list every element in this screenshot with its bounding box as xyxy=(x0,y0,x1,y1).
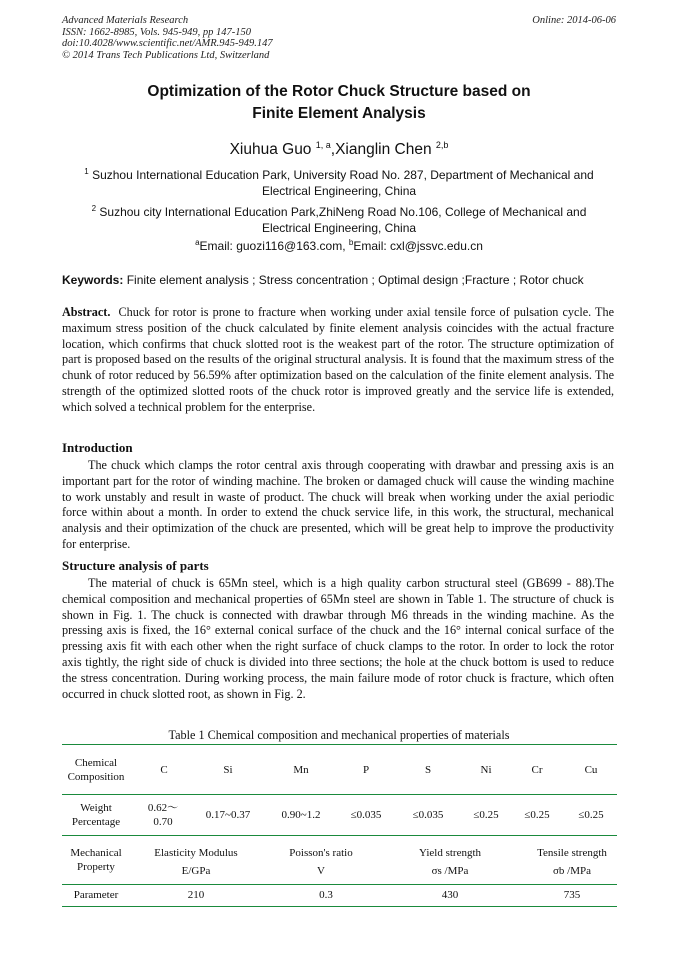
table-cell-prop-yield: Yield strength σs /MPa xyxy=(418,847,482,877)
author-1: Xiuhua Guo xyxy=(229,141,312,159)
table-cell-element-ni: Ni xyxy=(480,764,492,776)
table-cell-weight-si: 0.17~0.37 xyxy=(205,809,251,821)
affiliation-2-line-2: Electrical Engineering, China xyxy=(261,221,417,235)
journal-doi[interactable]: doi:10.4028/www.scientific.net/AMR.945-949.147 xyxy=(62,38,273,49)
table-cell-weight-cr: ≤0.25 xyxy=(524,809,550,821)
table-cell-parameter-label: Parameter xyxy=(73,889,119,901)
author-2: Xianglin Chen xyxy=(335,141,432,159)
materials-table xyxy=(62,0,617,959)
affiliation-1-marker: 1 xyxy=(84,167,89,176)
abstract-text: Chuck for rotor is prone to fracture when working under axial tensile force of pulsation cycle. The maximum stress position of the chuck calculated by finite element analysis coincides with the actual fracture location, which confirms that chuck slotted root is the weakest part of the rotor. The structure optimization of part is proposed based on the results of the original structural analysis. It is found that the maximum stress of the chunk of rotor reduced by 56.59% after optimization based on the calculation of the finite element analysis. The strength of the optimized slotted roots of the chuck rotor is improved greatly and the service life is extended, which solved a technical problem for the enterprise. xyxy=(62,305,614,414)
table-cell-composition-label: Chemical Composition xyxy=(67,757,125,783)
table-cell-element-p: P xyxy=(362,764,370,776)
online-date: Online: 2014-06-06 xyxy=(532,15,616,26)
table-cell-param-elasticity: 210 xyxy=(187,889,205,901)
author-2-affil: 2,b xyxy=(435,140,449,150)
affiliation-2-line-1: Suzhou city International Education Park,ZhiNeng Road No.106, College of Mechanical and xyxy=(99,205,587,219)
structure-heading: Structure analysis of parts xyxy=(62,558,209,573)
journal-name: Advanced Materials Research xyxy=(62,15,189,26)
copyright-line: © 2014 Trans Tech Publications Ltd, Switzerland xyxy=(62,49,270,61)
keywords-label: Keywords: xyxy=(62,273,124,287)
table-cell-element-si: Si xyxy=(223,764,233,776)
table-cell-weight-mn: 0.90~1.2 xyxy=(281,809,321,821)
table-cell-weight-cu: ≤0.25 xyxy=(578,809,604,821)
table-cell-weight-label: Weight Percentage xyxy=(71,802,121,828)
author-separator: , xyxy=(330,141,336,159)
affiliation-1-line-2: Electrical Engineering, China xyxy=(261,184,417,198)
table-cell-mechanical-label: Mechanical Property xyxy=(70,847,122,873)
table-cell-element-c: C xyxy=(160,764,168,776)
table-cell-weight-ni: ≤0.25 xyxy=(473,809,499,821)
abstract-label: Abstract. xyxy=(62,305,111,319)
table-cell-param-yield: 430 xyxy=(441,889,459,901)
table-cell-weight-s: ≤0.035 xyxy=(412,809,444,821)
table-cell-element-mn: Mn xyxy=(293,764,309,776)
table-cell-param-tensile: 735 xyxy=(563,889,581,901)
affiliation-2-marker: 2 xyxy=(91,204,97,213)
table-cell-element-cr: Cr xyxy=(531,764,543,776)
email-b-marker: b xyxy=(348,238,354,247)
table-cell-param-poisson: 0.3 xyxy=(319,889,333,901)
author-1-affil: 1, a xyxy=(315,140,331,150)
table-cell-prop-tensile: Tensile strength σb /MPa xyxy=(537,847,607,877)
title-line-2: Finite Element Analysis xyxy=(252,105,426,122)
intro-heading: Introduction xyxy=(62,440,133,455)
table-cell-prop-elasticity: Elasticity Modulus E/GPa xyxy=(154,847,238,877)
email-a-marker: a xyxy=(195,238,200,247)
table-cell-element-s: S xyxy=(424,764,432,776)
table-cell-weight-p: ≤0.035 xyxy=(350,809,382,821)
title-line-1: Optimization of the Rotor Chuck Structure based on xyxy=(147,83,531,100)
keywords-text: Finite element analysis ; Stress concentration ; Optimal design ;Fracture ; Rotor chuck xyxy=(126,273,584,287)
table-cell-element-cu: Cu xyxy=(584,764,598,776)
email-b[interactable]: Email: cxl@jssvc.edu.cn xyxy=(353,239,483,253)
table-cell-prop-poisson: Poisson's ratio V xyxy=(289,847,353,877)
journal-issn: ISSN: 1662-8985, Vols. 945-949, pp 147-150 xyxy=(62,26,251,38)
email-a[interactable]: Email: guozi116@163.com, xyxy=(199,239,346,253)
affiliation-1-line-1: Suzhou International Education Park, University Road No. 287, Department of Mechanical and xyxy=(92,168,594,182)
table-caption: Table 1 Chemical composition and mechanical properties of materials xyxy=(168,728,510,742)
structure-text: The material of chuck is 65Mn steel, which is a high quality carbon structural steel (GB699 - 88).The chemical composition and mechanical properties of 65Mn steel are shown in Table 1. The structure of chuck is shown in Fig. 1. The chuck is connected with drawbar through M6 threads in the winding machine. As the pressing axis is fixed, the 16° external conical surface of the chuck and the 16° internal conical surface of the pressing axis fit with each other when the right surface of chuck clamps to the rotor. In order to lock the rotor axis tightly, the right side of chuck is divided into three sections; the hole at the chuck bottom is used to reduce the stress concentration. During working process, the main failure mode of rotor chuck is fracture, which often occurred in chuck slotted root, as shown in Fig. 2. xyxy=(62,576,614,701)
table-cell-weight-c: 0.62～ 0.70 xyxy=(147,802,179,828)
intro-text: The chuck which clamps the rotor central axis through cooperating with drawbar and pressing axis is an important part for the rotor of winding machine. The broken or damaged chuck will cause the winding machine to work unstably and result in waste of product. The chuck will break when working under the axial periodic force within about a month. In order to extend the chuck service life, in this work, the structural, mechanical analysis and their optimization of the chuck are presented, which will be great help to improve the productivity for enterprise. xyxy=(62,458,614,551)
